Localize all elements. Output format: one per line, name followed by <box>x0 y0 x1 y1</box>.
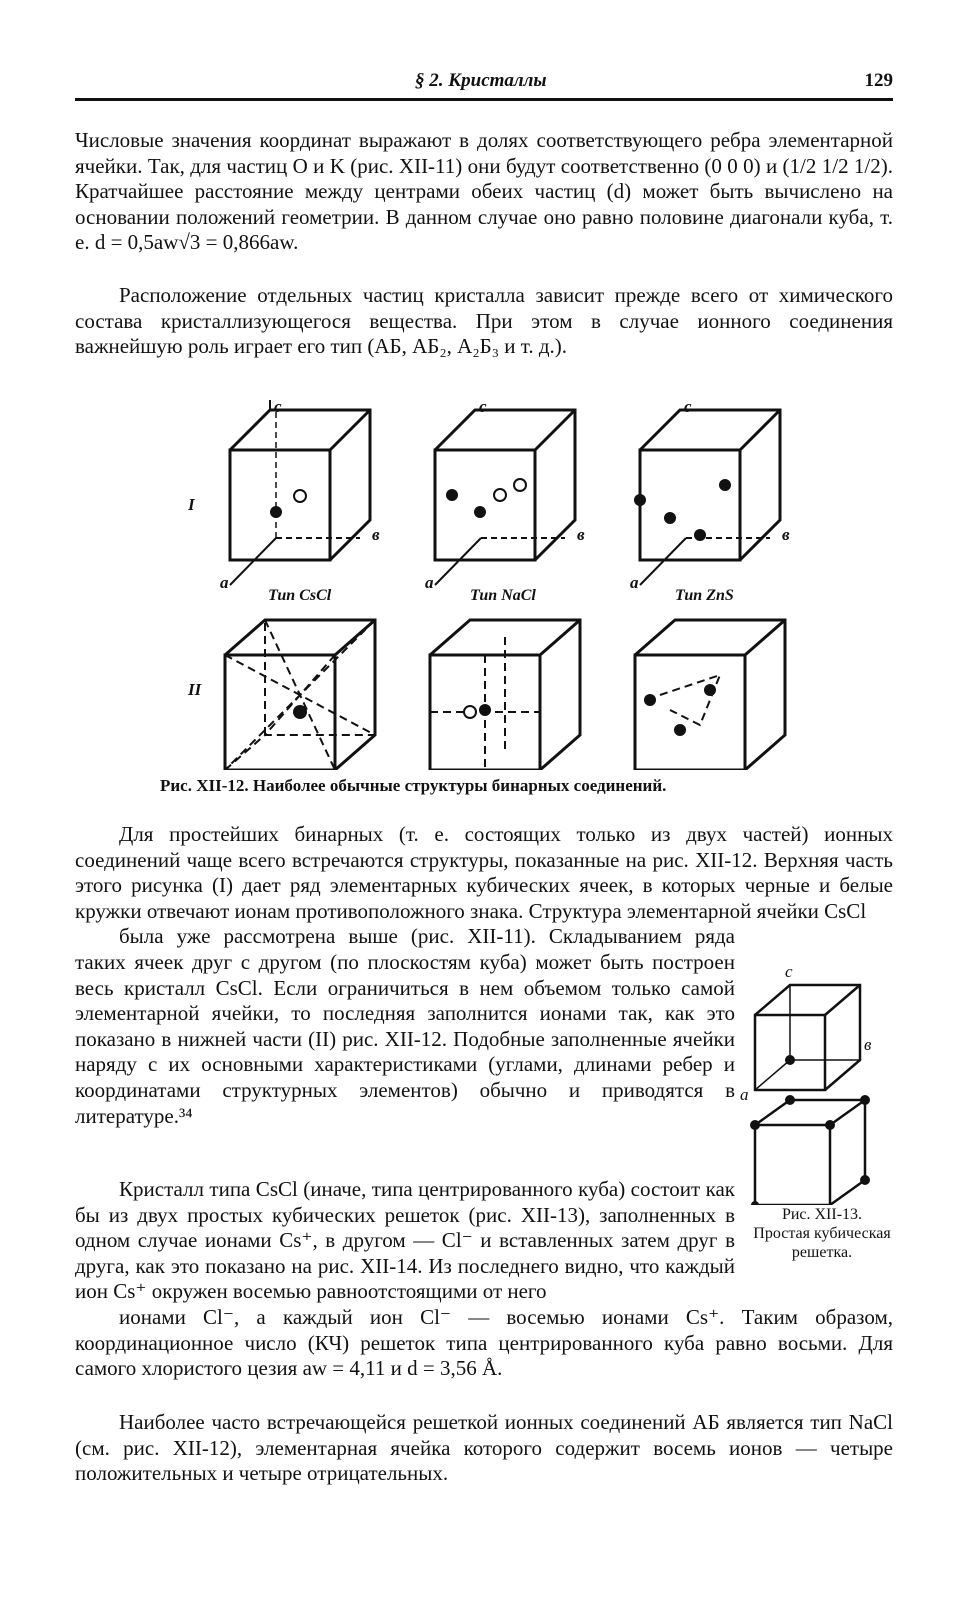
header-rule <box>75 98 893 101</box>
row-label-2: II <box>188 680 202 699</box>
cube-nacl-filled <box>430 620 580 770</box>
type-label-zns: Тип ZnS <box>675 587 734 604</box>
paragraph-4-line-1: Кристалл типа CsCl (иначе, типа центрированного куба) состоит как бы из двух простых кубических решеток (рис. XII-13), заполненных в одном случае ионами Cs⁺, в другом — Cl⁻ и вставленных затем друг в друга, как это показано на рис. XII-14. Из последнего видно, что каждый ион Cs⁺ окружен восемью равноотстоящими от него <box>75 1177 735 1304</box>
fig13-axis-b: в <box>864 1035 872 1054</box>
page-number: 129 <box>864 70 893 91</box>
figure-12 <box>180 400 820 770</box>
paragraph-2: Расположение отдельных частиц кристалла зависит прежде всего от химического состава кристаллизующегося вещества. При этом в случае ионного соединения важнейшую роль играет его тип (АБ, АБ₂, А₂Б₃ и т. д.). <box>75 283 893 359</box>
row-label-1: I <box>188 495 195 514</box>
axis-c-3: c <box>684 400 692 416</box>
page-header <box>75 70 893 100</box>
paragraph-5: Наиболее часто встречающейся решеткой ионных соединений АБ является тип NaCl (см. рис. XII-12), элементарная ячейка которого содержит восемь ионов — четыре положительных и четыре отрицательных. <box>75 1410 893 1486</box>
atoms <box>270 479 731 736</box>
axis-c-1: c <box>274 400 282 416</box>
fig13-axis-a: a <box>740 1085 749 1104</box>
paragraph-3-line-2: была уже рассмотрена выше (рис. XII-11). Складыванием ряда таких ячеек друг с другом (по плоскостям куба) может быть построен весь кристалл CsCl. Если ограничиться в нем объемом только самой элементарной ячейки, то последняя заполнится ионами так, как это показано в нижней части (II) рис. XII-12. Подобные заполненные ячейки наряду с их основными характеристиками (углами, длинами ребер и координатами структурных элементов) обычно и приводятся в литературе.³⁴ <box>75 924 735 1128</box>
paragraph-1: Числовые значения координат выражают в долях соответствующего ребра элементарной ячейки. Так, для частиц O и K (рис. XII-11) они будут соответственно (0 0 0) и (1/2 1/2 1/2). Кратчайшее расстояние между центрами обеих частиц (d) может быть вычислено на основании положений геометрии. В данном случае оно равно половине диагонали куба, т. е. d = 0,5aw√3 = 0,866aw. <box>75 128 893 255</box>
axis-b-3: в <box>782 525 790 544</box>
axis-b-1: в <box>372 525 380 544</box>
cube-cscl-filled <box>225 620 375 770</box>
type-label-nacl: Тип NaCl <box>470 587 536 604</box>
figure-12-caption: Рис. XII-12. Наиболее обычные структуры бинарных соединений. <box>160 776 667 795</box>
running-title: § 2. Кристаллы <box>415 70 547 91</box>
paragraph-3-line-1: Для простейших бинарных (т. е. состоящих только из двух частей) ионных соединений чаще всего встречаются структуры, показанные на рис. XII-12. Верхняя часть этого рисунка (I) дает ряд элементарных кубических ячеек, в которых черные и белые кружки отвечают ионам противоположного знака. Структура элементарной ячейки CsCl <box>75 822 893 923</box>
paragraph-4-line-2: ионами Cl⁻, а каждый ион Cl⁻ — восемью ионами Cs⁺. Таким образом, координационное число (КЧ) решеток типа центрированного куба равно восьми. Для самого хлористого цезия aw = 4,11 и d = 3,56 Å. <box>75 1304 893 1381</box>
figure-13 <box>740 965 900 1205</box>
type-label-cscl: Тип CsCl <box>268 587 332 604</box>
paragraph-4 <box>75 1177 893 1382</box>
fig13-axis-c: c <box>785 965 793 981</box>
axis-c-2: c <box>479 400 487 416</box>
axis-a-1: a <box>220 573 229 592</box>
cube-zns-unit <box>640 410 780 585</box>
axis-a-3: a <box>630 573 639 592</box>
figure-13-caption: Рис. XII-13. Простая кубическая решетка. <box>753 1206 891 1261</box>
axis-a-2: a <box>425 573 434 592</box>
axis-b-2: в <box>577 525 585 544</box>
